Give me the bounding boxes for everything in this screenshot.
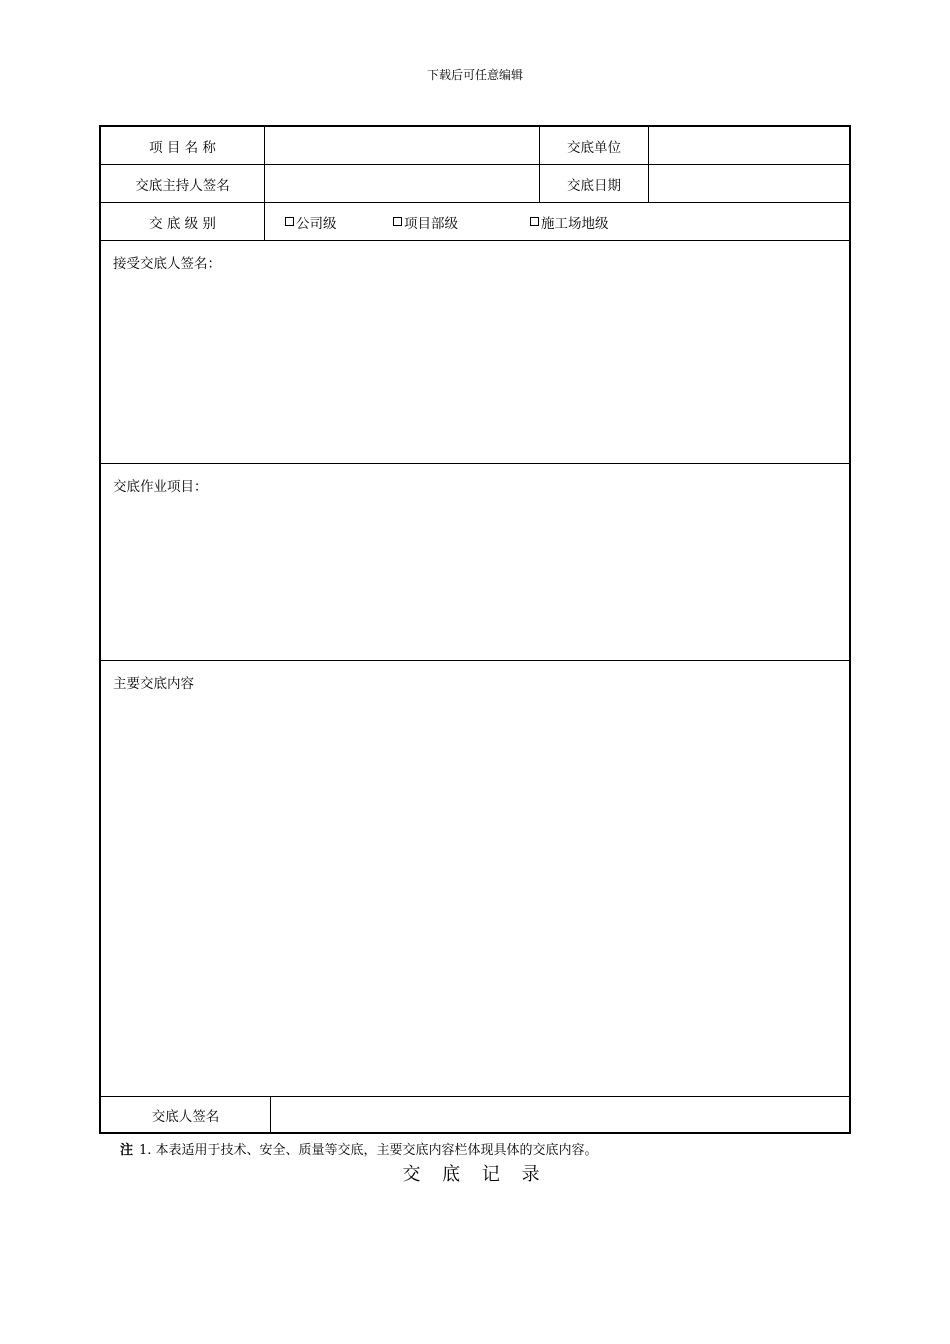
checkbox-icon[interactable] (393, 217, 402, 226)
level-option-company[interactable] (285, 203, 337, 240)
footnote-text: 1. 本表适用于技术、安全、质量等交底，主要交底内容栏体现具体的交底内容。 (139, 1143, 598, 1158)
level-option-site[interactable] (530, 203, 609, 240)
document-title: 交 底 记 录 (402, 1164, 548, 1185)
footnote (120, 1139, 598, 1158)
host-signature-label: 交底主持人签名 (101, 165, 265, 202)
checkbox-icon[interactable] (285, 217, 294, 226)
footnote-prefix: 注 (120, 1143, 134, 1158)
receiver-signature-label: 接受交底人签名： (113, 256, 221, 272)
level-option-label: 施工场地级 (541, 215, 609, 232)
row-main-content[interactable] (101, 661, 849, 1097)
row-work-items[interactable] (101, 464, 849, 661)
row-project-name (101, 127, 849, 165)
giver-signature-field[interactable] (271, 1097, 849, 1132)
giver-signature-label: 交底人签名 (101, 1097, 271, 1132)
date-field[interactable] (649, 165, 849, 202)
work-items-label: 交底作业项目： (113, 479, 208, 495)
level-options (265, 203, 849, 240)
level-option-project-dept[interactable] (393, 203, 458, 240)
header-note: 下载后可任意编辑 (426, 68, 523, 82)
level-option-label: 公司级 (296, 215, 337, 232)
main-content-label: 主要交底内容 (113, 676, 194, 692)
project-name-field[interactable] (265, 127, 540, 164)
checkbox-icon[interactable] (530, 217, 539, 226)
level-option-label: 项目部级 (404, 215, 458, 232)
level-label: 交 底 级 别 (101, 203, 265, 240)
unit-field[interactable] (649, 127, 849, 164)
host-signature-field[interactable] (265, 165, 540, 202)
unit-label: 交底单位 (540, 127, 649, 164)
row-host-signature (101, 165, 849, 203)
row-receiver-signature[interactable] (101, 241, 849, 464)
row-level (101, 203, 849, 241)
row-giver-signature (101, 1097, 849, 1132)
project-name-label: 项 目 名 称 (101, 127, 265, 164)
date-label: 交底日期 (540, 165, 649, 202)
handover-record-form (99, 125, 851, 1134)
